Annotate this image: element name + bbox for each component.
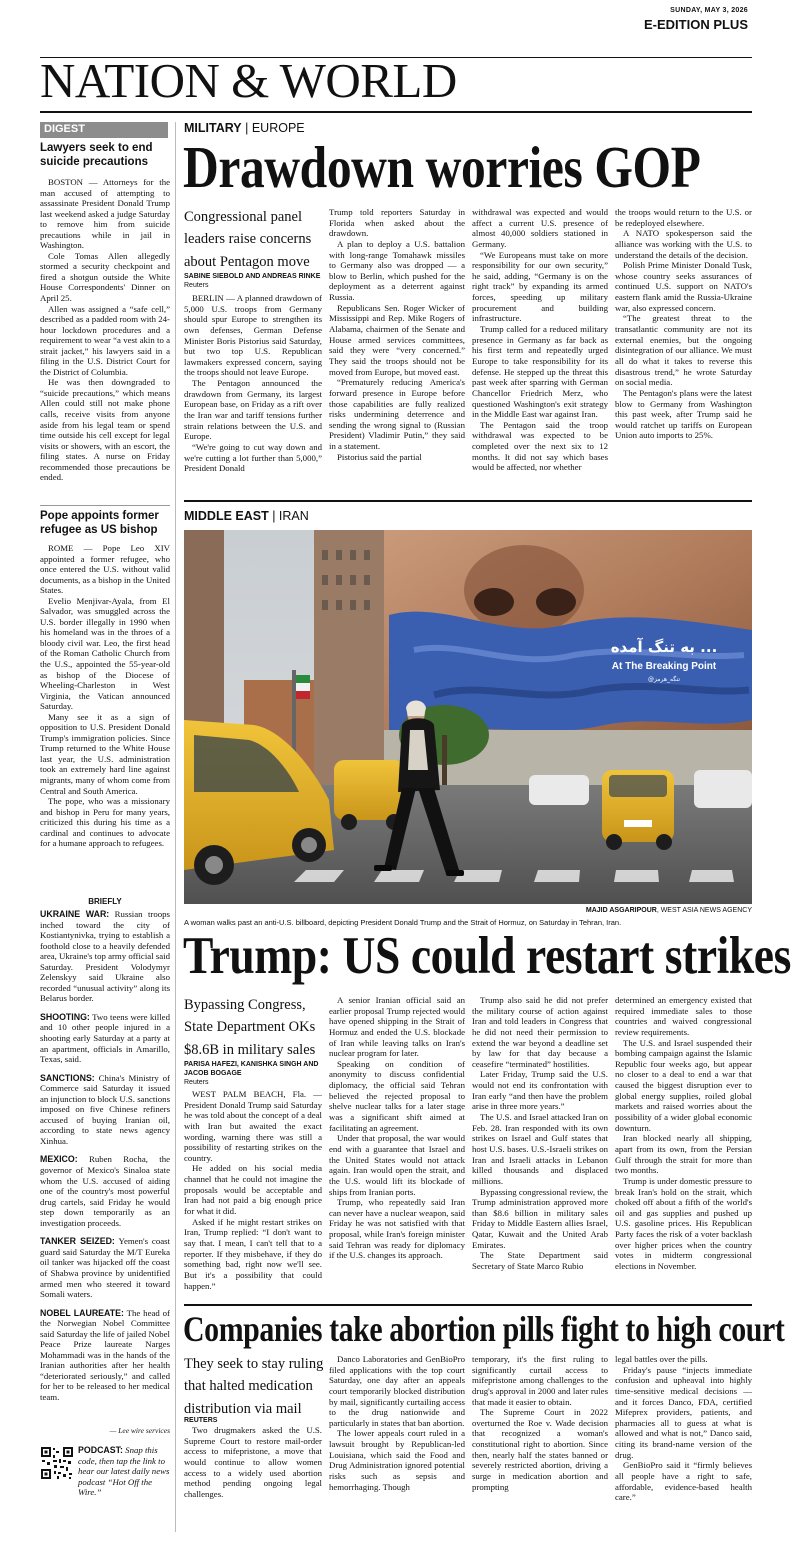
story1-byline: SABINE SIEBOLD AND ANDREAS RINKE <box>184 273 321 280</box>
paragraph: GenBioPro said it “firmly believes all people have a right to safe, affordable, evidence-based health care.” <box>615 1460 752 1503</box>
wire-credit: — Lee wire services <box>109 1426 170 1435</box>
paragraph: He added on his social media channel that he could not imagine the proposals would be acceptable and Iran had not paid a big enough price for what it did. <box>184 1163 322 1217</box>
brief-item <box>40 1073 170 1147</box>
brief-lead: UKRAINE WAR: <box>40 909 110 919</box>
paragraph: Bypassing congressional review, the Trump administration approved more than $8.6 billion in military sales Friday to Middle Eastern allies Israel, Qatar, Kuwait and the United Arab Emirates. <box>472 1186 608 1250</box>
paragraph: legal battles over the pills. <box>615 1354 708 1364</box>
story1-deck: Congressional panel leaders raise concerns about Pentagon move <box>184 209 312 270</box>
story2-kicker <box>184 509 309 523</box>
paragraph: Evelio Menjivar-Ayala, from El Salvador, was smuggled across the U.S. border illegally in 1990 when his homeland was in the throes of a bloody civil war. Leo, the first head of the Roman Catholic Church from the U.S., appointed the 55-year-old as bishop of the Diocese of Wheeling-Charleston in West Virginia, the Vatican announced Saturday. <box>40 595 170 712</box>
story3-source: REUTERS <box>184 1417 218 1424</box>
story2-byline: PARISA HAFEZI, KANISHKA SINGH AND JACOB BOGAGE <box>184 1061 319 1078</box>
paragraph: Cole Tomas Allen allegedly stormed a security checkpoint and fired a shotgun outside the White House Correspondents' Dinner on April 25. <box>40 250 170 304</box>
paragraph: Two drugmakers asked the U.S. Supreme Court to restore mail-order access to mifepristone, a move that would continue to allow women access to a widely used abortion method pending ongoing legal challenges. <box>184 1425 322 1499</box>
divider <box>184 500 752 502</box>
paragraph: Asked if he might restart strikes on Iran, Trump replied: “I don't want to say that. I mean, I can't tell that to a reporter. If they misbehave, if they do something bad, right now we'll see. But it's a possibility that could happen.” <box>184 1216 322 1291</box>
podcast-promo <box>78 1445 172 1498</box>
paragraph: Trump is under domestic pressure to break Iran's hold on the strait, which choked off about a fifth of the world's oil and gas supplies and pushed up U.S. gasoline prices. His Republican Party faces the risk of a voter backlash over higher prices when the country votes in midterm congressional elections in November. <box>615 1175 752 1272</box>
paragraph: Speaking on condition of anonymity to discuss confidential diplomacy, the official said Tehran believed the rejected proposal to shelve nuclear talks for a later stage was a significant shift aimed at facilitating an agreement. <box>329 1058 465 1133</box>
qr-code-icon[interactable] <box>40 1446 74 1480</box>
brief-text: Ruben Rocha, the governor of Mexico's Sinaloa state whom the U.S. accused of aiding one of the country's most powerful drug cartels, said Friday he would step down temporarily as an investigation proceeds. <box>40 1154 170 1228</box>
paragraph: temporary, it's the first ruling to significantly curtail access to mifepristone among challenges to the drug's approval in 2000 and later rules that made it easier to obtain. <box>472 1354 608 1407</box>
paragraph: BERLIN — A planned drawdown of 5,000 U.S. troops from Germany should spur Europe to strengthen its own defenses, German Defense Minister Boris Pistorius said Saturday, but two top U.S. Republican lawmakers expressed concern, saying the troops should not leave Europe. <box>184 293 322 378</box>
paragraph: Polish Prime Minister Donald Tusk, whose country seeks assurances of continued U.S. support on NATO's eastern flank amid the Russia-Ukraine war, also expressed concern. <box>615 260 752 313</box>
brief-text: The head of the Norwegian Nobel Committee said Saturday the life of jailed Nobel Peace Prize laureate Narges Mohammadi was in the hands of the Iranian authorities after her health “deteriorated seriously,” and called for her to be released to her medical team. <box>40 1307 170 1402</box>
photo-credit <box>586 907 752 914</box>
brief-item <box>40 909 170 1004</box>
paragraph: withdrawal was expected and would affect a current U.S. presence of almost 40,000 soldiers stationed in Germany. <box>472 207 608 249</box>
section-title: NATION & WORLD <box>40 53 457 108</box>
divider <box>40 505 170 506</box>
brief-lead: NOBEL LAUREATE: <box>40 1307 124 1318</box>
section-rule <box>40 111 752 113</box>
story1-col4 <box>615 207 752 487</box>
story3-headline: Companies take abortion pills fight to high court <box>183 1309 785 1349</box>
paragraph: “The greatest threat to the transatlantic community are not its external enemies, but the ongoing disintegration of our alliance. We must all do what it takes to reverse this disastrous trend,” he wrote Saturday on social media. <box>615 313 752 388</box>
paragraph: ROME — Pope Leo XIV appointed a former refugee, who once entered the U.S. without valid documents, as a bishop in the United States. <box>40 543 170 596</box>
paragraph: The Supreme Court in 2022 overturned the Roe v. Wade decision that recognized a woman's constitutional right to abortion. Since then, nearly half the states banned or severely restricted abortion, driving a surge in medication abortion and prompting <box>472 1407 608 1492</box>
story2-col3 <box>472 995 608 1299</box>
paragraph: “We're going to cut way down and we're cutting a lot further than 5,000,” President Donald <box>184 441 322 474</box>
paragraph: The Pentagon's plans were the latest blow to Germany from Washington this past week, after Trump said he would ratchet up tariffs on European Union auto imports to 25%. <box>615 387 752 441</box>
story2-col4 <box>615 995 752 1299</box>
paragraph: Friday's pause “injects immediate confusion and upheaval into highly time-sensitive medical decisions — and it forces Danco, FDA, certified Mifeprex providers, patients, and pharmacies all to guess at what is allowed and what is not,” Danco said, citing its brand-name version of the drug. <box>615 1364 752 1460</box>
story1-source: Reuters <box>184 282 209 289</box>
paragraph: the troops would return to the U.S. or be redeployed elsewhere. <box>615 207 752 228</box>
paragraph: Allen was assigned a “safe cell,” described as a padded room with 24-hour lockdown procedures and a requirement to wear “a vest akin to a strait jacket,” his lawyers said in a filing in the U.S. District Court for the District of Columbia. <box>40 303 170 377</box>
paragraph: The U.S. and Israel attacked Iran on Feb. 28. Iran responded with its own strikes on Israel and Gulf states that host U.S. bases. U.S.-Israeli strikes on Iran and Israeli attacks in Lebanon killed thousands and displaced millions. <box>472 1112 608 1186</box>
story1-col1 <box>184 293 322 485</box>
column-rule <box>175 122 176 1532</box>
paragraph: Iran blocked nearly all shipping, apart from its own, from the Persian Gulf through the strait for more than two months. <box>615 1133 752 1176</box>
photo-credit-agency: , WEST ASIA NEWS AGENCY <box>656 907 752 914</box>
story3-col3 <box>472 1354 608 1504</box>
paragraph: BOSTON — Attorneys for the man accused of attempting to assassinate President Donald Trump last weekend asked a judge Saturday to remove him from suicide precautions while in jail in Washington. <box>40 177 170 251</box>
paragraph: “We Europeans must take on more responsibility for our own security,” he said, adding, “Germany is on the right track” by expanding its armed forces, speeding up military procurement and building infrastructure. <box>472 249 608 324</box>
paragraph: determined an emergency existed that required immediate sales to those countries and waived congressional review requirements. <box>615 995 752 1037</box>
paragraph: Trump told reporters Saturday in Florida when asked about the drawdown. <box>329 207 465 239</box>
story2-headline: Trump: US could restart strikes <box>183 927 791 985</box>
story2-col2 <box>329 995 465 1299</box>
paragraph: Republicans Sen. Roger Wicker of Mississippi and Rep. Mike Rogers of Alabama, chairmen of the Senate and House armed services committees, said they were “very concerned.” They said the troops should not be moved from Europe, but moved east. <box>329 302 465 377</box>
story2-deck: Bypassing Congress, State Department OKs $8.6B in military sales <box>184 997 316 1058</box>
paragraph: The Pentagon said the troop withdrawal was expected to be completed over the next six to 12 months. It did not say which bases would be affected, nor whether <box>472 419 608 473</box>
photo-credit-name: MAJID ASGARIPOUR <box>585 907 657 914</box>
story1-col3 <box>472 207 608 487</box>
story2-source: Reuters <box>184 1079 209 1086</box>
paragraph: The pope, who was a missionary and bishop in Peru for many years, criticized this during his time as a cardinal and continues to advocate for a humane approach to refugees. <box>40 796 170 849</box>
paragraph: WEST PALM BEACH, Fla. — President Donald Trump said Saturday he was told about the concept of a deal with Iran but awaited the exact wording, warning there was still a possibility of restarting strikes on the country. <box>184 1089 322 1163</box>
podcast-text: Snap this code, then tap the link to hear our latest daily news podcast “Hot Off the Wire.” <box>78 1445 170 1498</box>
story1-headline: Drawdown worries GOP <box>183 134 701 200</box>
paragraph: The U.S. and Israel suspended their bombing campaign against the Islamic Republic four weeks ago, but appear no closer to a deal to end a war that caused the biggest disruption ever to global energy supplies, roiled global markets and raised worries about the possibility of a wider global economic downturn. <box>615 1037 752 1133</box>
billboard-small: @تنگه_هرمز <box>647 676 681 683</box>
story3-col2 <box>329 1354 465 1504</box>
paragraph: A NATO spokesperson said the alliance was working with the U.S. to understand the details of the decision. <box>615 228 752 260</box>
billboard-farsi: به تنگ آمده ... <box>610 638 718 656</box>
kicker-bold: MIDDLE EAST <box>184 509 269 523</box>
kicker-rest: | IRAN <box>268 509 309 523</box>
billboard-english: At The Breaking Point <box>611 661 717 672</box>
brief-text: Two teens were killed and 10 other people injured in a shooting early Saturday at a party at an apartment, officials in Amarillo, Texas, said. <box>40 1011 170 1065</box>
digest-headline-2: Pope appoints former refugee as US bishop <box>40 510 159 536</box>
paragraph: The Pentagon announced the drawdown from Germany, its largest European base, on Friday as a rift over the Iran war and tariff tensions further strain relations between the U.S. and Europe. <box>184 378 322 442</box>
paragraph: Danco Laboratories and GenBioPro filed applications with the top court Saturday, one day after an appeals court temporarily blocked distribution by mail, significantly curtailing access to the drug nationwide and particularly in states that ban abortion. <box>329 1354 465 1428</box>
paragraph: Pistorius said the partial <box>337 451 422 462</box>
brief-lead: TANKER SEIZED: <box>40 1236 115 1247</box>
brief-text: China's Ministry of Commerce said Saturday it issued an injunction to block U.S. sanctions imposed on five Chinese refiners accused of buying Iranian oil, according to state news agency Xinhua. <box>40 1072 170 1146</box>
paragraph: Later Friday, Trump said the U.S. would not end its confrontation with Iran early “and then have the problem arise in three more years.” <box>472 1069 608 1112</box>
story3-col4 <box>615 1354 752 1504</box>
photo-caption: A woman walks past an anti-U.S. billboard, depicting President Donald Trump and the Strait of Hormuz, on Saturday in Tehran, Iran. <box>184 918 622 927</box>
brief-item <box>40 1308 170 1403</box>
paragraph: Under that proposal, the war would end with a guarantee that Israel and the United States would not attack again. Iran would open the strait, and the U.S. would lift its blockade of ships from Iranian ports. <box>329 1133 465 1197</box>
paragraph: Many see it as a sign of opposition to U.S. President Donald Trump's immigration policies. Since Trump returned to the White House last year, the U.S. administration took an extremely hard line against migrants, many of whom come from Central and South America. <box>40 711 170 796</box>
story1-col2 <box>329 207 465 487</box>
paragraph: Trump also said he did not prefer the military course of action against Iran and told leaders in Congress that he did not need their permission to extend the war beyond a deadline set by law for that day because a ceasefire “terminated” hostilities. <box>472 995 608 1069</box>
brief-lead: MEXICO: <box>40 1154 78 1165</box>
brief-item <box>40 1154 170 1228</box>
brief-lead: SANCTIONS: <box>40 1072 95 1083</box>
paragraph: A senior Iranian official said an earlier proposal Trump rejected would have opened shipping in the Strait of Hormuz and ended the U.S. blockade of Iran while leaving talks on Iran's nuclear program for later. <box>329 995 465 1059</box>
digest-headline-1: Lawyers seek to end suicide precautions <box>40 142 153 168</box>
paragraph: A plan to deploy a U.S. battalion with long-range Tomahawk missiles to Germany also was dropped — a blow to Berlin, which pushed for the deployment as a deterrent against Russia. <box>329 238 465 303</box>
brief-item <box>40 1236 170 1299</box>
briefly-label: BRIEFLY <box>88 897 122 906</box>
paragraph: The State Department said Secretary of State Marco Rubio <box>472 1250 608 1272</box>
briefs-list <box>40 909 170 1449</box>
brief-item <box>40 1012 170 1065</box>
story1-kicker <box>184 121 305 135</box>
story2-col1 <box>184 1089 322 1299</box>
brief-lead: SHOOTING: <box>40 1011 90 1022</box>
kicker-rest: | EUROPE <box>241 121 305 135</box>
divider <box>184 1304 752 1306</box>
edition-name: E-EDITION PLUS <box>643 17 748 32</box>
brief-text: Yemen's coast guard said Saturday the M/T Eureka oil tanker was hijacked off the coast of Shabwa province by unidentified armed men who steered it toward Somali waters. <box>40 1236 170 1300</box>
kicker-bold: MILITARY <box>184 121 242 135</box>
digest-story-2 <box>40 543 170 891</box>
brief-text: Russian troops inched toward the city of Kostiantynivka, trying to establish a foothold close to a heavily defended area, Ukraine's top army official said Saturday. President Volodymyr Zelenskyy said Ukraine also recorded “unusual activity” along its Belarus border. <box>40 909 170 1004</box>
digest-tag: DIGEST <box>40 122 168 138</box>
story3-deck: They seek to stay ruling that halted medication distribution via mail <box>184 1356 324 1417</box>
paragraph: He was then downgraded to “suicide precautions,” which means Allen could still not make phone calls, receive visits from anyone aside from his legal team or spend time outside his cell except for legal visits or showers, with an escort, the filing states. A nurse on Friday recommended those precautions be ended. <box>40 377 170 483</box>
paragraph: The lower appeals court ruled in a lawsuit brought by Republican-led Louisiana, which said the Food and Drug Administration ignored potential risks such as sepsis and hemorrhaging. Though <box>329 1428 465 1492</box>
news-photo <box>184 530 752 904</box>
paragraph: “Prematurely reducing America's forward presence in Europe before those capabilities are fully realized risks undermining deterrence and sending the wrong signal to (Russian President) Vladimir Putin,” they said in a statement. <box>329 377 465 452</box>
podcast-label: PODCAST: <box>78 1445 123 1455</box>
story3-col1 <box>184 1425 322 1505</box>
paragraph: Trump, who repeatedly said Iran can never have a nuclear weapon, said Friday he was not satisfied with that proposal, while Iran's foreign minister said Tehran was ready for diplomacy if the U.S. changes its approach. <box>329 1197 465 1261</box>
paragraph: Trump called for a reduced military presence in Germany as far back as his first term and repeatedly urged Europe to take responsibility for its defense. He stepped up the threat this past week after sparring with German Chancellor Friedrich Merz, who questioned Washington's exit strategy in the Middle East war against Iran. <box>472 324 608 420</box>
edition-date: SUNDAY, MAY 3, 2026 <box>670 7 748 14</box>
digest-story-1 <box>40 177 170 503</box>
